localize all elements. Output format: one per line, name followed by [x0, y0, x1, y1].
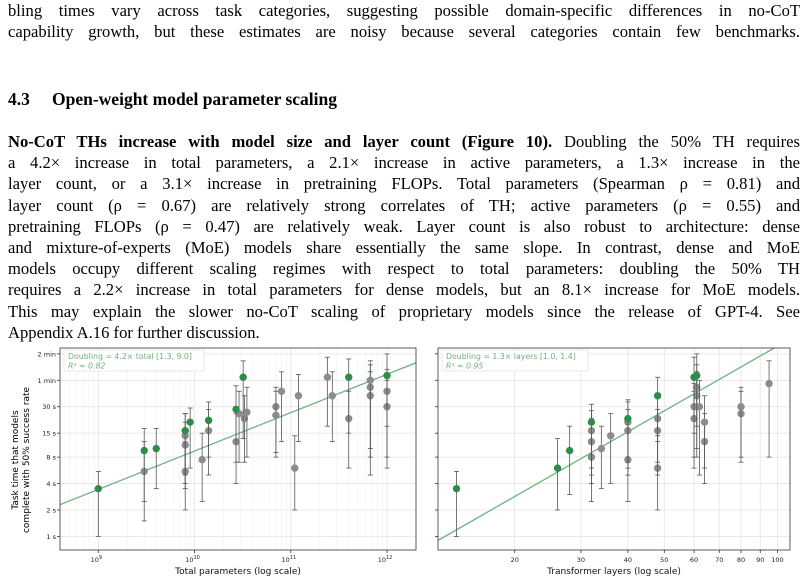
data-point	[607, 432, 614, 439]
x-tick-label: $10^{12}$	[377, 555, 393, 564]
x-axis-label: Total parameters (log scale)	[175, 567, 301, 577]
text-line: capability growth, but these estimates are noisy because several categories contain few benchmarks.	[8, 22, 800, 42]
annotation-r-squared: R² = 0.95	[446, 361, 484, 371]
x-tick-label: $10^{10}$	[185, 555, 200, 564]
data-point	[554, 464, 561, 471]
chart-transformer-layers	[435, 348, 790, 577]
x-tick-label: 20	[510, 556, 519, 564]
data-point	[272, 412, 279, 419]
data-point	[291, 464, 298, 471]
data-point	[701, 418, 708, 425]
chart-total-parameters	[38, 348, 416, 577]
text-line: Appendix A.16 for further discussion.	[8, 322, 260, 342]
y-tick-label: 30 s	[42, 403, 56, 412]
annotation-r-squared: R² = 0.82	[68, 361, 106, 371]
data-point	[598, 445, 605, 452]
data-point	[232, 406, 239, 413]
text-line: requires a 2.2× increase in total parameters for dense models, but an 8.1× increase for MoE models.	[8, 280, 800, 300]
data-point	[182, 427, 189, 434]
data-point	[453, 485, 460, 492]
data-point	[295, 392, 302, 399]
x-tick-label: 70	[715, 556, 724, 564]
y-axis-label-line1: Task time that models	[11, 410, 21, 510]
continued-paragraph	[8, 0, 800, 42]
figure-10	[0, 340, 808, 584]
data-point	[654, 392, 661, 399]
section-heading	[8, 89, 337, 110]
annotation-doubling: Doubling = 4.2× total [1.3, 9.0]	[68, 352, 192, 361]
data-point	[239, 374, 246, 381]
text-line: layer count (ρ = 0.67) are relatively strong correlates of TH; active parameters (ρ = 0.55) and	[8, 195, 800, 215]
data-point	[765, 380, 772, 387]
data-point	[693, 372, 700, 379]
data-point	[367, 377, 374, 384]
text-line: This may explain the slower no-CoT scaling of proprietary models since the release of GPT-4. See	[8, 301, 800, 321]
text-line: pretraining FLOPs (ρ = 0.47) are relatively weak. Layer count is also robust to architecture: dense	[8, 216, 800, 236]
text-line: bling times vary across task categories, suggesting possible domain-specific differences in no-CoT	[8, 1, 800, 20]
x-tick-label: $10^9$	[90, 555, 103, 564]
text-line: layer count, or a 3.1× increase in pretraining FLOPs. Total parameters (Spearman ρ = 0.81) and	[8, 174, 800, 194]
plot-frame	[60, 348, 416, 550]
data-point	[566, 447, 573, 454]
data-point	[153, 445, 160, 452]
data-point	[588, 418, 595, 425]
x-tick-label: 40	[623, 556, 633, 564]
data-point	[141, 447, 148, 454]
data-point	[205, 417, 212, 424]
x-tick-label: 60	[689, 556, 699, 564]
data-point	[345, 374, 352, 381]
x-tick-label: 30	[576, 556, 586, 564]
section-title: Open-weight model parameter scaling	[52, 89, 337, 109]
paragraph-lead: No-CoT THs increase with model size and layer count (Figure 10).	[8, 132, 553, 151]
y-tick-label: 1 min	[37, 376, 56, 385]
annotation-doubling: Doubling = 1.3× layers [1.0, 1.4]	[446, 352, 576, 361]
x-tick-label: 50	[660, 556, 669, 564]
y-tick-label: 8 s	[46, 453, 56, 462]
y-tick-label: 1 s	[46, 532, 56, 541]
data-point	[329, 392, 336, 399]
data-point	[278, 388, 285, 395]
fit-line	[438, 348, 774, 540]
y-tick-label: 2 s	[46, 506, 56, 515]
data-point	[95, 485, 102, 492]
y-axis-label	[11, 387, 32, 534]
data-point	[186, 418, 193, 425]
y-axis-label-line2: complete with 50% success rate	[22, 386, 32, 534]
text-line	[8, 131, 800, 152]
y-tick-label: 4 s	[46, 480, 56, 489]
data-point	[383, 372, 390, 379]
x-tick-label: 90	[756, 556, 765, 564]
text-line: a 4.2× increase in total parameters, a 2.1× increase in active parameters, a 1.3× increase in the	[8, 153, 800, 173]
section-number: 4.3	[8, 89, 30, 109]
x-tick-label: 80	[736, 556, 746, 564]
data-point	[624, 415, 631, 422]
text-line: and mixture-of-experts (MoE) models share essentially the same slope. In contrast, dense and MoE	[8, 237, 800, 257]
x-tick-label: 100	[771, 556, 784, 564]
text-fragment: Doubling the 50% TH requires	[552, 132, 800, 151]
y-tick-label: 15 s	[42, 429, 56, 438]
text-line: models occupy different scaling regimes with respect to total parameters: doubling the 50% TH	[8, 259, 800, 279]
main-paragraph	[8, 131, 800, 343]
data-point	[243, 408, 250, 415]
y-tick-label: 2 min	[37, 350, 56, 359]
x-axis-label: Transformer layers (log scale)	[547, 567, 681, 577]
data-point	[198, 456, 205, 463]
x-tick-label: $10^{11}$	[281, 555, 297, 564]
plot-frame	[438, 348, 790, 550]
data-point	[737, 403, 744, 410]
data-point	[324, 374, 331, 381]
